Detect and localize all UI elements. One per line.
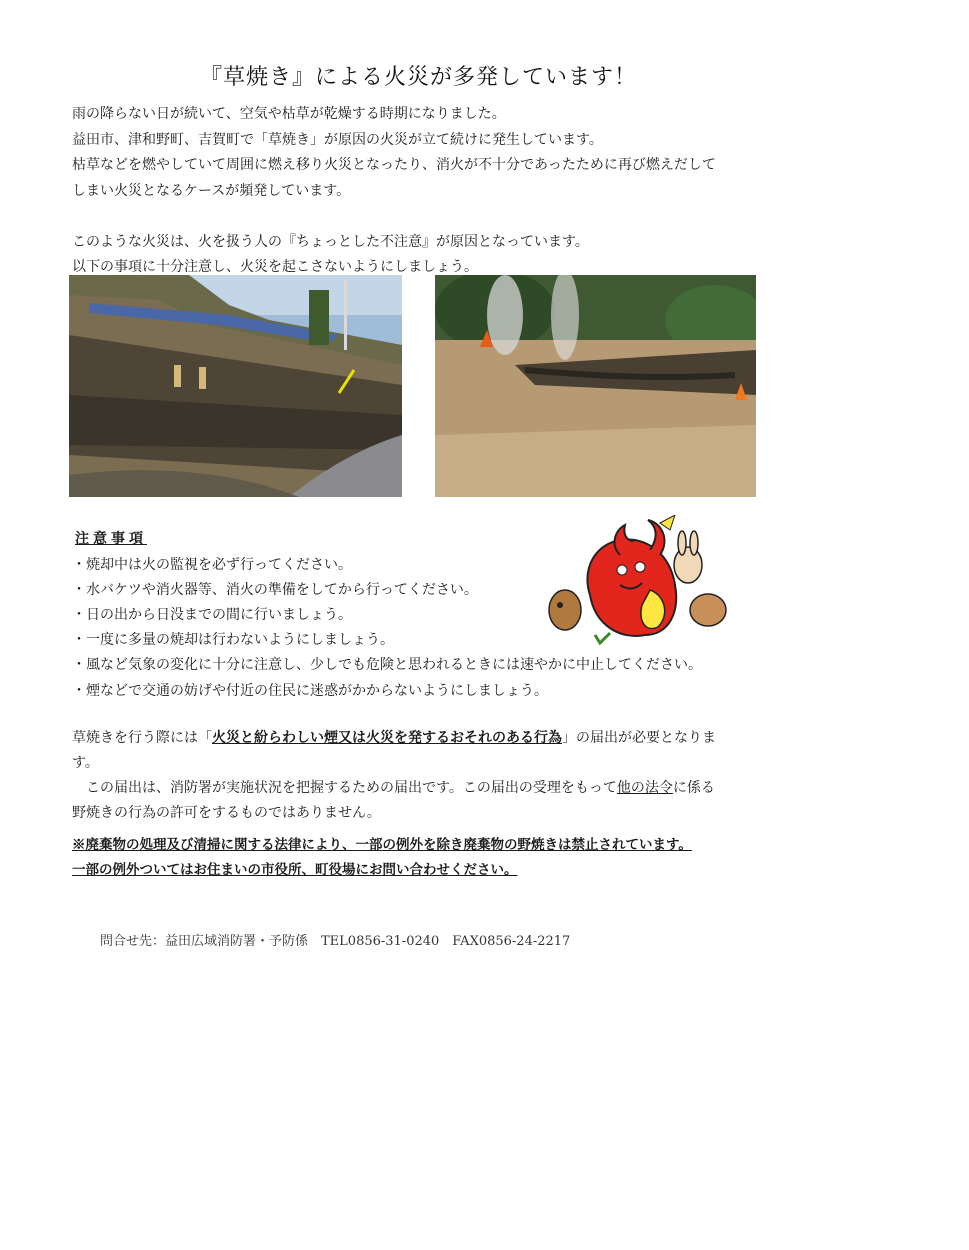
notice-highlight: 他の法令: [616, 780, 673, 796]
notice-text: この届出は、消防署が実施状況を把握するための届出です。この届出の受理をもって: [72, 780, 617, 796]
caution-item: ・水バケツや消火器等、消火の準備をしてから行ってください。: [72, 582, 478, 598]
caution-item: ・焼却中は火の監視を必ず行ってください。: [72, 557, 352, 573]
cause-line: 以下の事項に十分注意し、火災を起こさないようにしましょう。: [72, 259, 478, 275]
intro-line: 益田市、津和野町、吉賀町で「草焼き」が原因の火災が立て続けに発生しています。: [72, 132, 603, 148]
notice-highlight: 火災と紛らわしい煙又は火災を発するおそれのある行為: [212, 730, 562, 746]
page-title: 『草焼き』による火災が多発しています！: [200, 65, 638, 90]
caution-item: ・一度に多量の焼却は行わないようにしましょう。: [72, 632, 394, 648]
contact-info: 問合せ先：益田広域消防署・予防係 TEL0856-31-0240 FAX0856-24-2217: [100, 934, 571, 949]
intro-line: 雨の降らない日が続いて、空気や枯草が乾燥する時期になりました。: [72, 106, 506, 122]
cause-line: このような火災は、火を扱う人の『ちょっとした不注意』が原因となっています。: [72, 234, 589, 250]
caution-item: ・日の出から日没までの間に行いましょう。: [72, 607, 352, 623]
waste-warning-cont: 一部の例外ついてはお住まいの市役所、町役場にお問い合わせください。: [72, 862, 518, 878]
notice-paragraph-1: [72, 727, 716, 747]
caution-item: ・風など気象の変化に十分に注意し、少しでも危険と思われるときには速やかに中止してください。: [72, 657, 702, 673]
notice-paragraph-1-cont: す。: [72, 755, 99, 771]
photo-hillside-fire: [69, 275, 402, 497]
cautions-heading: 注意事項: [75, 531, 147, 547]
notice-text: に係る: [672, 780, 715, 796]
intro-line: 枯草などを燃やしていて周囲に燃え移り火災となったり、消火が不十分であったために再び燃えだして: [72, 157, 716, 173]
intro-line: しまい火災となるケースが頻発しています。: [72, 183, 351, 199]
photo-field-fire: [435, 275, 756, 497]
notice-text: 草焼きを行う際には「: [72, 730, 212, 746]
caution-item: ・煙などで交通の妨げや付近の住民に迷惑がかからないようにしましょう。: [72, 683, 548, 699]
waste-warning: ※廃棄物の処理及び清掃に関する法律により、一部の例外を除き廃棄物の野焼きは禁止されています。: [72, 837, 692, 853]
notice-text: 」の届出が必要となりま: [562, 730, 716, 746]
notice-paragraph-2: [72, 777, 715, 797]
notice-paragraph-2-cont: 野焼きの行為の許可をするものではありません。: [72, 805, 381, 821]
fire-character-illustration: [540, 515, 735, 650]
